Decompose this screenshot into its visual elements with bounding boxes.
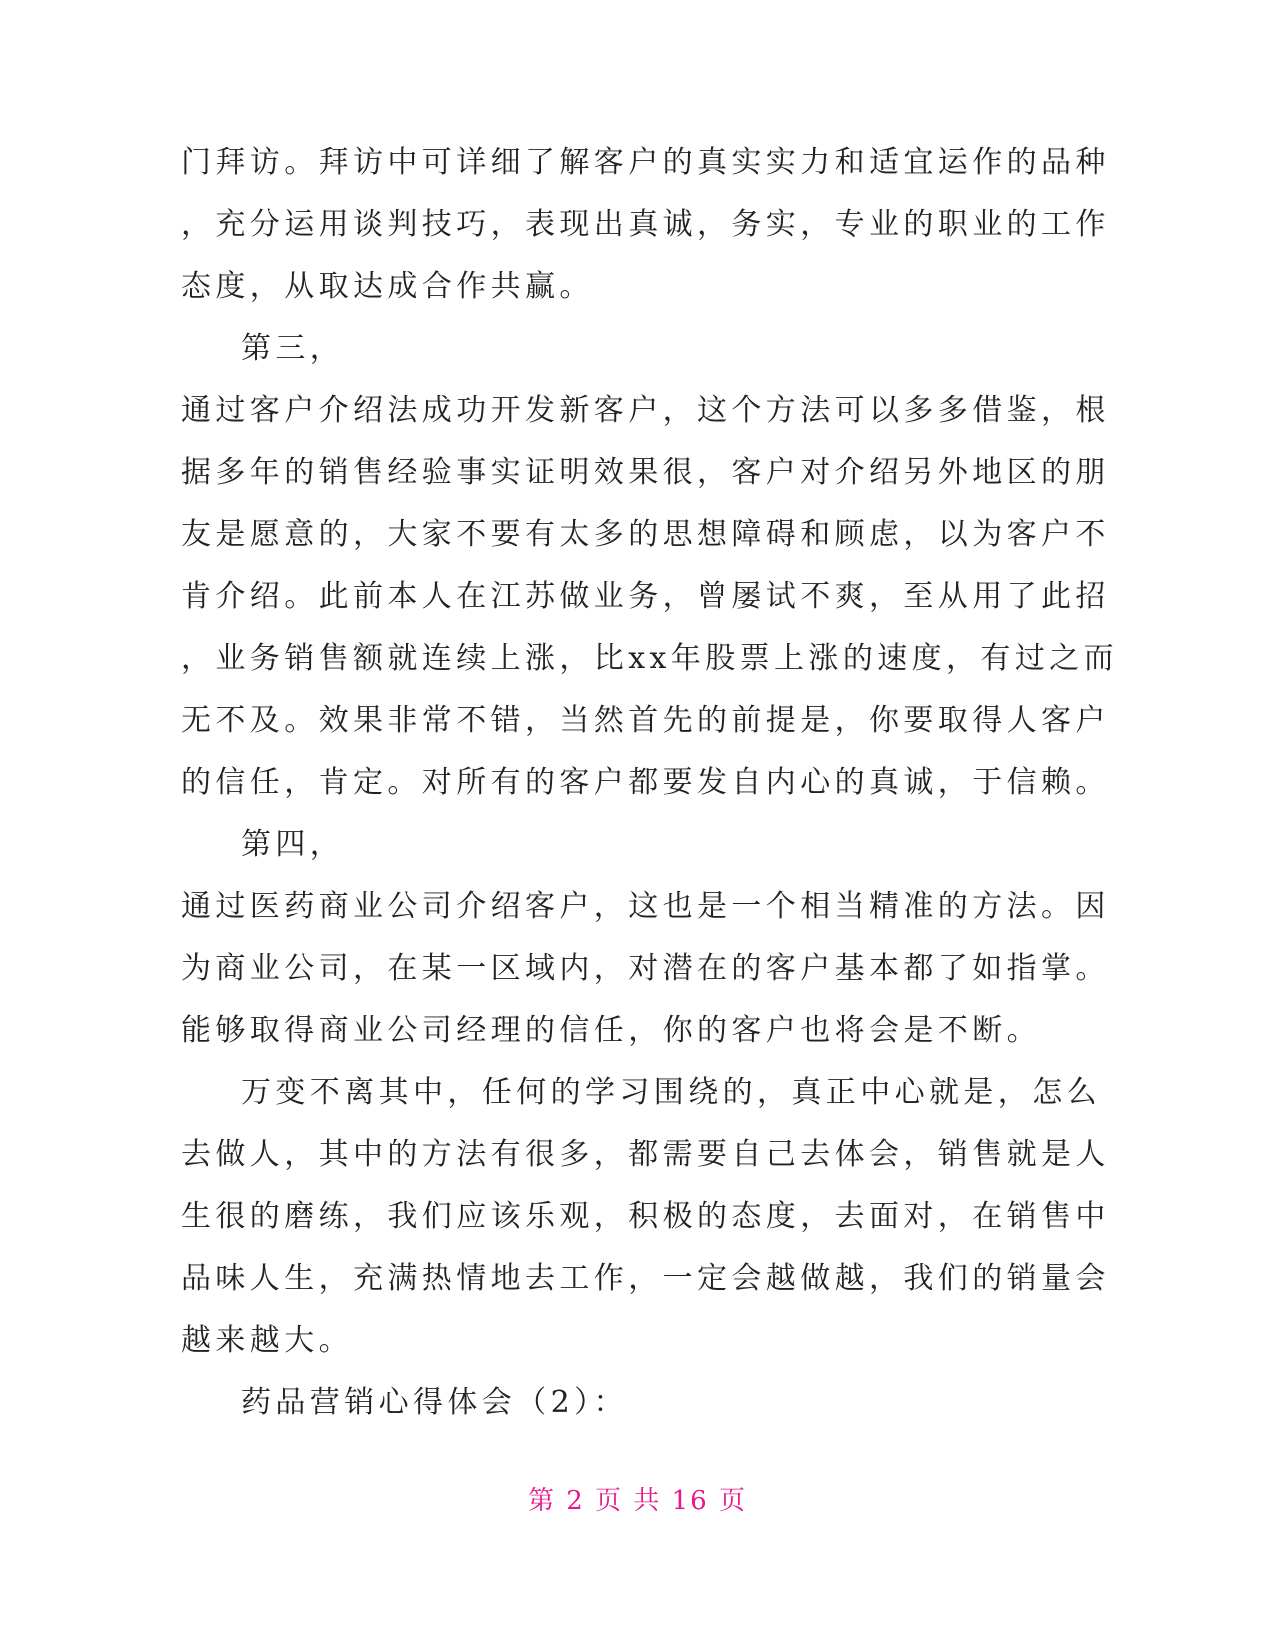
page-number-footer: 第 2 页 共 16 页 [528, 1486, 747, 1516]
text-line: 越来越大。 [181, 1323, 353, 1358]
text-line: 生很的磨练，我们应该乐观，积极的态度，去面对，在销售中 [181, 1199, 1110, 1234]
text-line: 能够取得商业公司经理的信任，你的客户也将会是不断。 [181, 1013, 1041, 1048]
text-line: 万变不离其中，任何的学习围绕的，真正中心就是，怎么 [241, 1075, 1101, 1110]
text-line: 无不及。效果非常不错，当然首先的前提是，你要取得人客户 [181, 703, 1110, 738]
text-line: 肯介绍。此前本人在江苏做业务，曾屡试不爽，至从用了此招 [181, 579, 1110, 614]
text-line: 去做人，其中的方法有很多，都需要自己去体会，销售就是人 [181, 1137, 1110, 1172]
text-line: 据多年的销售经验事实证明效果很，客户对介绍另外地区的朋 [181, 455, 1110, 490]
text-line: 门拜访。拜访中可详细了解客户的真实实力和适宜运作的品种 [181, 145, 1110, 180]
text-line: 通过客户介绍法成功开发新客户，这个方法可以多多借鉴，根 [181, 393, 1110, 428]
text-line: 通过医药商业公司介绍客户，这也是一个相当精准的方法。因 [181, 889, 1110, 924]
text-line: 友是愿意的，大家不要有太多的思想障碍和顾虑，以为客户不 [181, 517, 1110, 552]
text-line: 态度，从取达成合作共赢。 [181, 269, 594, 304]
section-title: 药品营销心得体会（2）： [241, 1385, 628, 1420]
document-body [181, 132, 1119, 1434]
text-line: 的信任，肯定。对所有的客户都要发自内心的真诚，于信赖。 [181, 765, 1110, 800]
text-line: ，业务销售额就连续上涨，比xx年股票上涨的速度，有过之而 [181, 641, 1119, 676]
text-line: ，充分运用谈判技巧，表现出真诚，务实，专业的职业的工作 [181, 207, 1110, 242]
section-heading-fourth: 第四， [241, 827, 345, 862]
section-heading-third: 第三， [241, 331, 345, 366]
text-line: 品味人生，充满热情地去工作，一定会越做越，我们的销量会 [181, 1261, 1110, 1296]
text-line: 为商业公司，在某一区域内，对潜在的客户基本都了如指掌。 [181, 951, 1110, 986]
